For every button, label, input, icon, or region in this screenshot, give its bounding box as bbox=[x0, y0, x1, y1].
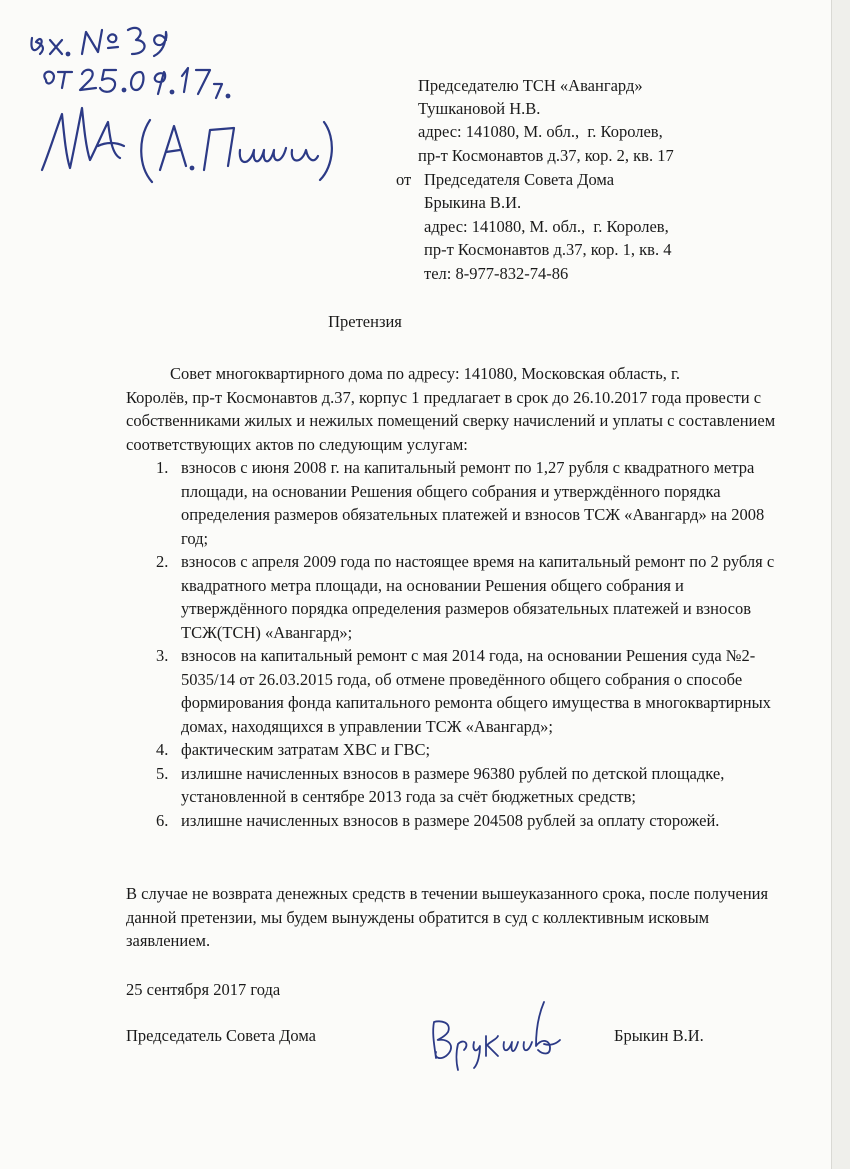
page-edge-shadow bbox=[832, 0, 850, 1169]
services-list bbox=[126, 456, 786, 832]
sender-line-2: Брыкина В.И. bbox=[424, 193, 522, 212]
recipient-line-1: Председателю ТСН «Авангард» bbox=[418, 76, 643, 95]
intro-paragraph bbox=[126, 362, 776, 456]
signatory-name: Брыкин В.И. bbox=[614, 1026, 704, 1045]
recipient-line-3: адрес: 141080, М. обл., г. Королев, bbox=[418, 122, 663, 141]
list-item bbox=[126, 762, 786, 809]
sender-line-4: пр-т Космонавтов д.37, кор. 1, кв. 4 bbox=[424, 240, 672, 259]
signatory-role: Председатель Совета Дома bbox=[126, 1026, 316, 1045]
list-item-text: излишне начисленных взносов в размере 96380 рублей по детской площадке, установленной в сентябре 2013 года за счёт бюджетных средств; bbox=[181, 763, 725, 806]
page-edge-line bbox=[831, 0, 832, 1169]
list-item-number: 1. bbox=[156, 458, 169, 477]
list-item bbox=[126, 738, 786, 762]
list-item bbox=[126, 456, 786, 550]
recipient-line-4: пр-т Космонавтов д.37, кор. 2, кв. 17 bbox=[418, 146, 674, 165]
list-item-text: взносов на капитальный ремонт с мая 2014 года, на основании Решения суда №2-5035/14 от 26.03.2015 года, об отмене проведённого общего собрания о способе формирования фонда капитального ремонта общего имущества в многоквартирных домах, находящихся в управлении ТСЖ «Авангард»; bbox=[181, 646, 771, 736]
list-item-number: 6. bbox=[156, 810, 169, 830]
list-item-text: излишне начисленных взносов в размере 204508 рублей за оплату сторожей. bbox=[181, 810, 720, 830]
list-item-text: взносов с апреля 2009 года по настоящее время на капитальный ремонт по 2 рубля с квадратного метра площади, на основании Решения общего собрания и утверждённого порядка определения размеров обязательных платежей и взносов ТСЖ(ТСН) «Авангард»; bbox=[181, 552, 775, 642]
list-item-text: взносов с июня 2008 г. на капитальный ремонт по 1,27 рубля с квадратного метра площади, на основании Решения общего собрания и утверждённого порядка определения размеров обязательных платежей и взносов ТСЖ «Авангард» на 2008 год; bbox=[181, 458, 765, 548]
list-item-number: 2. bbox=[156, 552, 169, 571]
sender-prefix: от bbox=[396, 170, 412, 189]
sender-phone: тел: 8-977-832-74-86 bbox=[424, 264, 569, 283]
document-title: Претензия bbox=[328, 312, 402, 331]
handwritten-registration-stamp bbox=[20, 10, 340, 195]
document-date: 25 сентября 2017 года bbox=[126, 980, 281, 999]
list-item-number: 3. bbox=[156, 646, 169, 665]
list-item bbox=[126, 644, 786, 738]
closing-paragraph: В случае не возврата денежных средств в течении вышеуказанного срока, после получения данной претензии, мы будем вынуждены обратится в суд с коллективным исковым заявлением. bbox=[126, 884, 769, 950]
sender-line-1: Председателя Совета Дома bbox=[424, 170, 615, 189]
intro-first-line: Совет многоквартирного дома по адресу: 141080, Московская область, г. bbox=[170, 364, 681, 383]
list-item bbox=[126, 550, 786, 644]
list-item-number: 5. bbox=[156, 763, 169, 783]
recipient-line-2: Тушкановой Н.В. bbox=[418, 99, 541, 118]
list-item bbox=[126, 809, 786, 833]
list-item-number: 4. bbox=[156, 740, 169, 759]
handwritten-signature bbox=[418, 996, 568, 1076]
list-item-text: фактическим затратам ХВС и ГВС; bbox=[181, 740, 431, 759]
intro-rest: Королёв, пр-т Космонавтов д.37, корпус 1 предлагает в срок до 26.10.2017 года провести с собственниками жилых и нежилых помещений сверку начислений и уплаты с составлением соответствующих актов по следующим услугам: bbox=[126, 387, 776, 454]
sender-line-3: адрес: 141080, М. обл., г. Королев, bbox=[424, 217, 669, 236]
